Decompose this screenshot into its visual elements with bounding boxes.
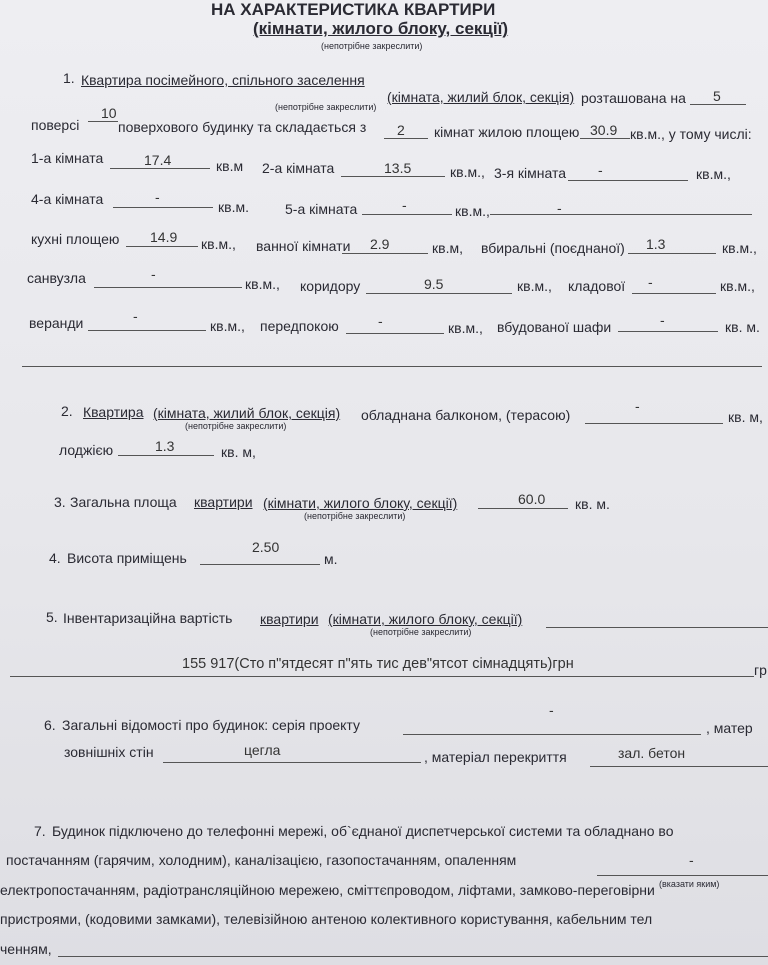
bath-line (342, 253, 428, 254)
section3-number: 3. (54, 494, 66, 510)
room1-value: 17.4 (144, 152, 172, 168)
room4-line (113, 207, 213, 208)
floors-material-label: , матеріал перекриття (424, 749, 567, 765)
section5-crossed: (кімнати, жилого блоку, секції) (328, 611, 523, 627)
wc-combined-unit: кв.м., (722, 240, 757, 256)
toilet-value: - (151, 266, 156, 282)
section7-line5: ченням, (0, 941, 52, 957)
section7-line1: Будинок підключено до телефонні мережі, об`єднаної диспетчерської системи та обладнано во (52, 823, 674, 839)
hall-value: - (378, 313, 383, 329)
section7-line5-line (58, 956, 768, 957)
corridor-label: коридору (300, 278, 361, 294)
floors-total-line (88, 121, 118, 122)
veranda-value: - (133, 308, 138, 324)
section7-number: 7. (34, 823, 46, 839)
living-area-line (580, 138, 630, 139)
document-title: НА ХАРАКТЕРИСТИКА КВАРТИРИ (211, 0, 496, 19)
section1-number: 1. (63, 70, 75, 86)
section3-text: Загальна площа (70, 494, 177, 510)
corridor-line (366, 293, 512, 294)
height-line (200, 564, 320, 565)
section5-text: Інвентаризаційна вартість (63, 610, 233, 626)
room2-value: 13.5 (384, 160, 412, 176)
section2-text: обладнана балконом, (терасою) (361, 407, 571, 423)
wardrobe-line (618, 331, 718, 332)
inventory-line (10, 676, 754, 677)
section3-underlined: квартири (194, 494, 253, 510)
balcony-value: - (635, 398, 640, 414)
total-area-value: 60.0 (518, 491, 546, 507)
height-unit: м. (324, 551, 338, 567)
veranda-line (88, 330, 206, 331)
incl-text: кв.м., у тому числі: (630, 126, 752, 142)
room2-label: 2-а кімната (262, 160, 335, 176)
floor-value: 5 (713, 88, 721, 104)
hall-unit: кв.м., (448, 320, 483, 336)
toilet-label: санвузла (27, 270, 86, 286)
section3-crossed: (кімнати, жилого блоку, секції) (263, 495, 458, 511)
toilet-line (94, 287, 242, 288)
section2-apartment: Квартира (83, 404, 144, 420)
wardrobe-value: - (660, 312, 665, 328)
total-area-unit: кв. м. (575, 496, 610, 512)
wardrobe-unit: кв. м. (725, 319, 760, 335)
kitchen-line (126, 246, 198, 247)
inventory-unit: гр (754, 662, 767, 678)
storage-unit: кв.м., (720, 278, 755, 294)
section7-line2-line (597, 875, 768, 876)
walls-label: зовнішніх стін (64, 744, 154, 760)
toilet-unit: кв.м., (245, 276, 280, 292)
kitchen-value: 14.9 (150, 229, 178, 245)
room3-label: 3-я кімната (494, 165, 567, 181)
wc-combined-line (628, 253, 716, 254)
header-note: (непотрібне закреслити) (321, 41, 423, 51)
total-area-line (478, 508, 568, 509)
room5-label: 5-а кімната (285, 201, 358, 217)
living-area-value: 30.9 (590, 122, 618, 138)
section7-note: (вказати яким) (659, 879, 720, 889)
storage-line (632, 293, 716, 294)
section7-line2: постачанням (гарячим, холодним), каналізацією, газопостачанням, опаленням (6, 852, 517, 868)
section6-text: Загальні відомості про будинок: серія проекту (62, 717, 360, 733)
after-series-text: , матер (706, 720, 753, 736)
floors-total-value: 10 (101, 105, 117, 121)
section5-number: 5. (46, 609, 58, 625)
storage-label: кладової (568, 278, 626, 294)
document-subtitle: (кімнати, жилого блоку, секції) (253, 19, 509, 38)
section3-note: (непотрібне закреслити) (304, 511, 406, 521)
series-line (403, 734, 701, 735)
walls-value: цегла (244, 742, 281, 758)
room3-unit: кв.м., (696, 166, 731, 182)
section1-apartment-types: Квартира посімейного, спільного заселення (81, 72, 365, 88)
section6-number: 6. (44, 717, 56, 733)
section5-line-right (546, 627, 768, 628)
wardrobe-label: вбудованої шафи (497, 319, 612, 335)
balcony-line (585, 423, 723, 424)
floors-material-line (590, 766, 768, 767)
section7-line2-value: - (689, 852, 694, 868)
rooms-area-text: кімнат жилою площею (434, 124, 580, 140)
walls-line (163, 762, 421, 763)
wc-combined-label: вбиральні (поєднаної) (481, 240, 625, 256)
room5-line (362, 214, 452, 215)
floors-material-value: зал. бетон (618, 745, 686, 761)
building-text: поверхового будинку та складається з (118, 119, 367, 135)
bath-unit: кв.м, (432, 240, 463, 256)
bath-label: ванної кімнати (256, 238, 351, 254)
section4-text: Висота приміщень (67, 550, 187, 566)
room2-unit: кв.м., (450, 164, 485, 180)
corridor-value: 9.5 (424, 276, 444, 292)
extra-value: - (557, 200, 562, 216)
section4-number: 4. (49, 550, 61, 566)
room4-label: 4-а кімната (31, 191, 104, 207)
storage-value: - (648, 274, 653, 290)
section2-number: 2. (61, 403, 73, 419)
height-value: 2.50 (252, 539, 280, 555)
section2-note: (непотрібне закреслити) (185, 421, 287, 431)
room1-line (110, 168, 210, 169)
room5-unit: кв.м., (455, 203, 490, 219)
room3-value: - (598, 162, 603, 178)
section2-crossed: (кімната, жилий блок, секція) (153, 405, 341, 421)
room4-value: - (155, 189, 160, 205)
corridor-unit: кв.м., (517, 278, 552, 294)
series-value: - (549, 702, 554, 718)
section1-extra-line (22, 366, 762, 367)
room1-label: 1-а кімната (31, 150, 104, 166)
kitchen-unit: кв.м., (201, 236, 236, 252)
hall-line (346, 333, 444, 334)
section7-line3: електропостачанням, радіотрансляційною мережею, сміттєпроводом, ліфтами, замково-переговірни (0, 882, 655, 898)
loggia-line (118, 455, 214, 456)
wc-combined-value: 1.3 (646, 236, 666, 252)
veranda-label: веранди (29, 315, 84, 331)
room1-unit: кв.м (216, 158, 244, 174)
section1-note: (непотрібне закреслити) (275, 102, 377, 112)
loggia-unit: кв. м, (221, 444, 256, 460)
room4-unit: кв.м. (218, 199, 249, 215)
veranda-unit: кв.м., (210, 318, 245, 334)
section1-located-label: розташована на (581, 90, 686, 106)
section5-underlined: квартири (260, 611, 319, 627)
floor-label: поверсі (31, 117, 80, 133)
room3-line (568, 180, 688, 181)
hall-label: передпокою (260, 318, 339, 334)
rooms-count-value: 2 (397, 122, 405, 138)
floor-line (690, 104, 746, 105)
rooms-count-line (384, 138, 428, 139)
kitchen-label: кухні площею (31, 231, 120, 247)
inventory-value: 155 917(Сто п"ятдесят п"ять тис дев"ятсот сімнадцять)грн (182, 656, 574, 672)
loggia-value: 1.3 (155, 438, 175, 454)
room2-line (341, 176, 445, 177)
section5-note: (непотрібне закреслити) (370, 627, 472, 637)
section7-line4: пристроями, (кодовими замками), телевізійною антеною колективного користування, кабельним тел (0, 911, 653, 927)
loggia-label: лоджією (59, 442, 114, 458)
bath-value: 2.9 (370, 236, 390, 252)
section1-crossed: (кімната, жилий блок, секція) (387, 89, 575, 105)
balcony-unit: кв. м, (728, 409, 763, 425)
extra-line (490, 214, 752, 215)
room5-value: - (402, 197, 407, 213)
